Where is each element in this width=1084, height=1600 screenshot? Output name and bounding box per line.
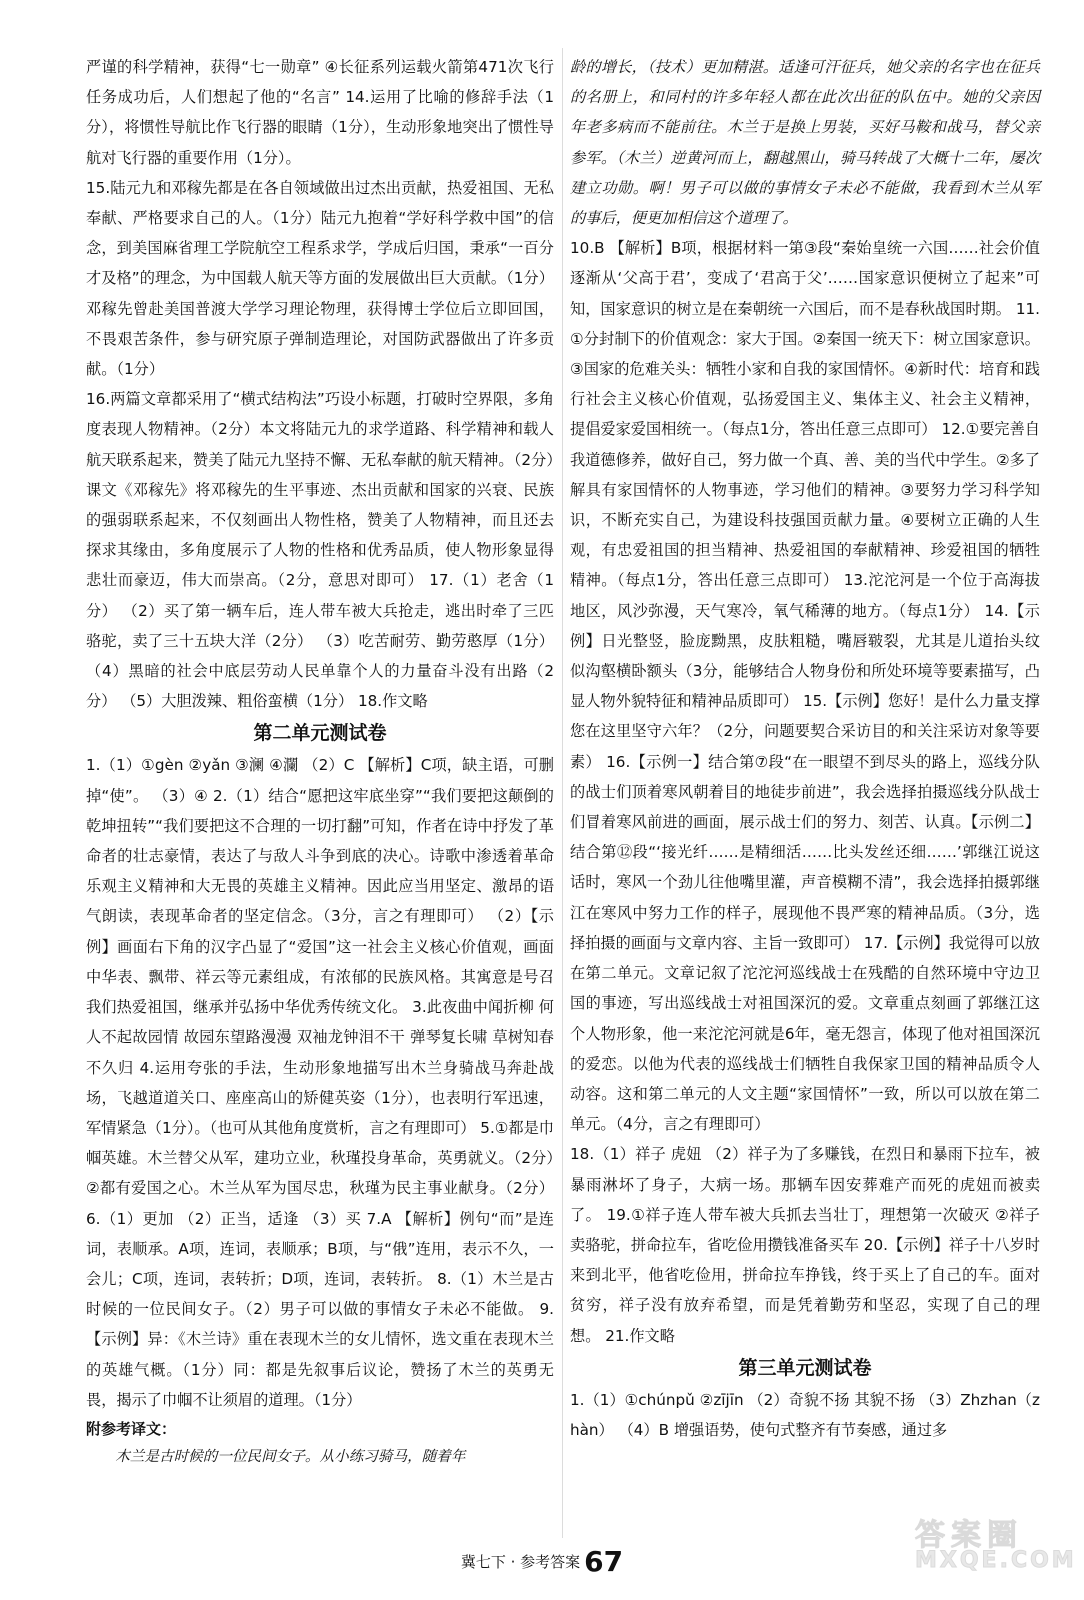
right-column <box>570 52 1040 1445</box>
page-number: 67 <box>584 1545 624 1578</box>
left-column <box>86 52 554 1471</box>
answer-block: 10.B 【解析】B项，根据材料一第③段“秦始皇统一六国……社会价值逐渐从‘父高于君’，变成了‘君高于父’……国家意识便树立了起来”可知，国家意识的树立是在秦朝统一六国后，而不是春秋战国时期。 11.①分封制下的价值观念：家大于国。②秦国一统天下：树立国家意识。③国家的危难关头：牺牲小家和自我的家国情怀。④新时代：培育和践行社会主义核心价值观，弘扬爱国主义、集体主义、社会主义精神，提倡爱家爱国相统一。（每点1分，答出任意三点即可） 12.①要完善自我道德修养，做好自己，努力做一个真、善、美的当代中学生。②多了解具有家国情怀的人物事迹，学习他们的精神。③要努力学习科学知识，不断充实自己，为建设科技强国贡献力量。④要树立正确的人生观，有忠爱祖国的担当精神、热爱祖国的奉献精神、珍爱祖国的牺牲精神。（每点1分，答出任意三点即可） 13.沱沱河是一个位于高海拔地区，风沙弥漫，天气寒冷，氧气稀薄的地方。（每点1分） 14.【示例】日光整竖，脸庞黝黑，皮肤粗糙，嘴唇皲裂，尤其是儿道抬头纹似沟壑横卧额头（3分，能够结合人物身份和所处环境等要素描写，凸显人物外貌特征和精神品质即可） 15.【示例】您好！是什么力量支撑您在这里坚守六年？（2分，问题要契合采访目的和关注采访对象等要素） 16.【示例一】结合第⑦段“在一眼望不到尽头的路上，巡线分队的战士们顶着寒风朝着目的地徒步前进”，我会选择拍摄巡线分队战士们冒着寒风前进的画面，展示战士们的努力、刻苦、认真。【示例二】结合第⑫段“‘接光纤……是精细活……比头发丝还细……’郭继江说这话时，寒风一个劲儿往他嘴里灌，声音模糊不清”，我会选择拍摄郭继江在寒风中努力工作的样子，展现他不畏严寒的精神品质。（3分，选择拍摄的画面与文章内容、主旨一致即可） 17.【示例】我觉得可以放在第二单元。文章记叙了沱沱河巡线战士在残酷的自然环境中守边卫国的事迹，写出巡线战士对祖国深沉的爱。文章重点刻画了郭继江这个人物形象，他一来沱沱河就是6年，毫无怨言，体现了他对祖国深沉的爱恋。以他为代表的巡线战士们牺牲自我保家卫国的精神品质令人动容。这和第二单元的人文主题“家国情怀”一致，所以可以放在第二单元。（4分，言之有理即可） <box>570 239 1040 1134</box>
column-divider <box>562 48 563 1538</box>
answer-block: 1.（1）①gèn ②yǎn ③澜 ④瀾 （2）C 【解析】C项，缺主语，可删掉“使”。 （3）④ 2.（1）结合“愿把这牢底坐穿”“我们要把这颠倒的乾坤扭转”“我们要把这不合理的一切打翻”可知，作者在诗中抒发了革命者的壮志豪情，表达了与敌人斗争到底的决心。诗歌中渗透着革命乐观主义精神和大无畏的英雄主义精神。因此应当用坚定、激昂的语气朗读，表现革命者的坚定信念。（3分，言之有理即可） （2）【示例】画面右下角的汉字凸显了“爱国”这一社会主义核心价值观，画面中华表、飘带、祥云等元素组成，有浓郁的民族风格。其寓意是号召我们热爱祖国，继承并弘扬中华优秀传统文化。 3.此夜曲中闻折柳 何人不起故园情 故园东望路漫漫 双袖龙钟泪不干 弹琴复长啸 草树知春不久归 4.运用夸张的手法，生动形象地描写出木兰身骑战马奔赴战场，飞越道道关口、座座高山的矫健英姿（1分），也表明行军迅速，军情紧急（1分）。（也可从其他角度赏析，言之有理即可） 5.①都是巾帼英雄。木兰替父从军，建功立业，秋瑾投身革命，英勇就义。（2分）②都有爱国之心。木兰从军为国尽忠，秋瑾为民主事业献身。（2分） 6.（1）更加 （2）正当，适逢 （3）买 7.A 【解析】例句“而”是连词，表顺承。A项，连词，表顺承；B项，与“俄”连用，表示不久，一会儿；C项，连词，表转折；D项，连词，表转折。 8.（1）木兰是古时候的一位民间女子。（2）男子可以做的事情女子未必不能做。 9.【示例】异：《木兰诗》重在表现木兰的女儿情怀，选文重在表现木兰的英雄气概。（1分）同：都是先叙事后议论，赞扬了木兰的英勇无畏，揭示了巾帼不让须眉的道理。（1分） <box>86 756 554 1409</box>
annex-title: 附参考译文： <box>86 1419 177 1438</box>
section-title-unit2: 第二单元测试卷 <box>253 722 387 745</box>
answer-block: 15.陆元九和邓稼先都是在各自领域做出过杰出贡献，热爱祖国、无私奉献、严格要求自己的人。（1分）陆元九抱着“学好科学救中国”的信念，到美国麻省理工学院航空工程系求学，学成后归国，秉承“一百分才及格”的理念，为中国载人航天等方面的发展做出巨大贡献。（1分）邓稼先曾赴美国普渡大学学习理论物理，获得博士学位后立即回国，不畏艰苦条件，参与研究原子弹制造理论，对国防武器做出了许多贡献。（1分） <box>86 178 554 379</box>
translation-block: 龄的增长，（技术）更加精湛。适逢可汗征兵，她父亲的名字也在征兵的名册上，和同村的许多年轻人都在此次出征的队伍中。她的父亲因年老多病而不能前往。木兰于是换上男装，买好马鞍和战马，替父亲参军。（木兰）逆黄河而上，翻越黑山，骑马转战了大概十二年，屡次建立功勋。啊！男子可以做的事情女子未必不能做，我看到木兰从军的事后，便更加相信这个道理了。 <box>570 58 1040 228</box>
footer-label: 冀七下 · 参考答案 <box>460 1553 581 1571</box>
annex-text: 木兰是古时候的一位民间女子。从小练习骑马，随着年 <box>115 1447 466 1465</box>
answer-block: 16.两篇文章都采用了“横式结构法”巧设小标题，打破时空界限，多角度表现人物精神。（2分）本文将陆元九的求学道路、科学精神和载人航天联系起来，赞美了陆元九坚持不懈、无私奉献的航天精神。（2分）课文《邓稼先》将邓稼先的生平事迹、杰出贡献和国家的兴衰、民族的强弱联系起来，不仅刻画出人物性格，赞美了人物精神，而且还去探求其缘由，多角度展示了人物的性格和优秀品质，使人物形象显得悲壮而豪迈，伟大而崇高。（2分，意思对即可） 17.（1）老舍（1分） （2）买了第一辆车后，连人带车被大兵抢走，逃出时牵了三匹骆驼，卖了三十五块大洋（2分） （3）吃苦耐劳、勤劳憨厚（1分）（4）黑暗的社会中底层劳动人民单靠个人的力量奋斗没有出路（2分） （5）大胆泼辣、粗俗蛮横（1分） 18.作文略 <box>86 390 554 711</box>
answer-block: 18.（1）祥子 虎妞 （2）祥子为了多赚钱，在烈日和暴雨下拉车，被暴雨淋坏了身子，大病一场。那辆车因安葬难产而死的虎妞而被卖了。 19.①祥子连人带车被大兵抓去当壮丁，理想第一次破灭 ②祥子卖骆驼，拼命拉车，省吃俭用攒钱准备买车 20.【示例】祥子十八岁时来到北平，他省吃俭用，拼命拉车挣钱，终于买上了自己的车。面对贫穷，祥子没有放弃希望，而是凭着勤劳和坚忍，实现了自己的理想。 21.作文略 <box>570 1145 1040 1345</box>
watermark-top: 答案圈 <box>915 1518 1023 1553</box>
section-title-unit3: 第三单元测试卷 <box>738 1356 872 1379</box>
watermark-logo <box>915 1510 1075 1590</box>
watermark-bottom: MXQE.COM <box>915 1548 1077 1573</box>
answer-block: 1.（1）①chúnpǔ ②zījīn （2）奇貌不扬 其貌不扬 （3）Zhzhan（zhàn） （4）B 增强语势，使句式整齐有节奏感，通过多 <box>570 1390 1040 1439</box>
answer-block: 严谨的科学精神，获得“七一勋章” ④长征系列运载火箭第471次飞行任务成功后，人们想起了他的“名言” 14.运用了比喻的修辞手法（1分），将惯性导航比作飞行器的眼睛（1分），生动形象地突出了惯性导航对飞行器的重要作用（1分）。 <box>86 58 554 167</box>
